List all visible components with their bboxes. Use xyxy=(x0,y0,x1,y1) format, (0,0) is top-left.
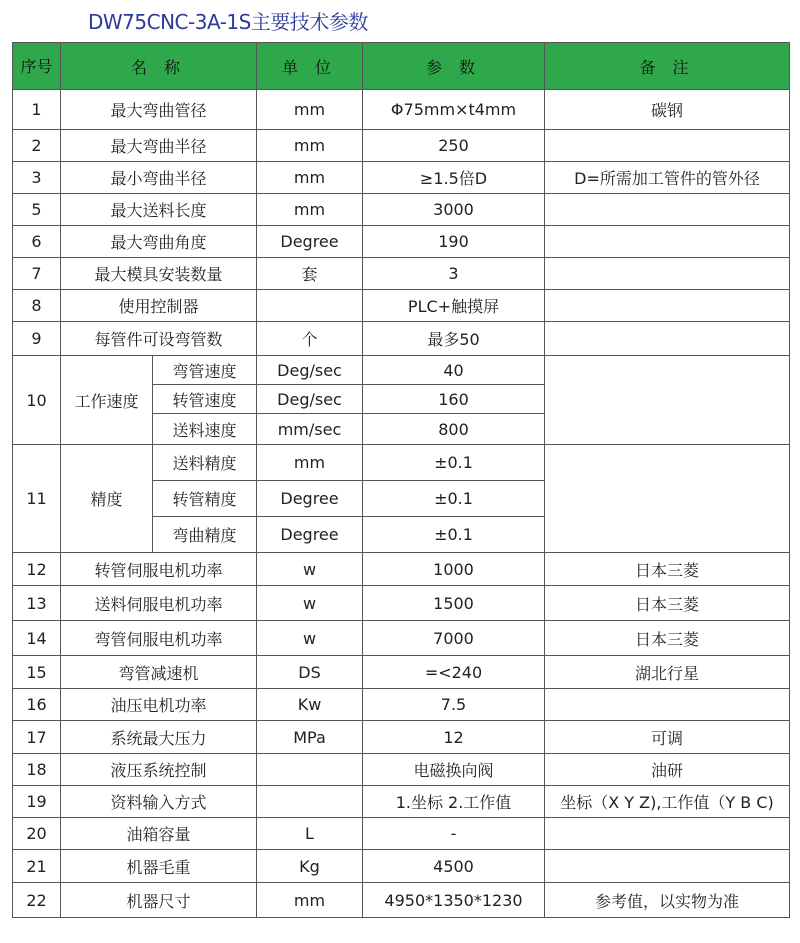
name-cell: 油箱容量 xyxy=(61,818,257,850)
name-cell: 转管伺服电机功率 xyxy=(61,553,257,586)
seq-cell: 10 xyxy=(13,356,61,445)
name-cell: 送料伺服电机功率 xyxy=(61,586,257,621)
seq-cell: 19 xyxy=(13,786,61,818)
seq-cell: 13 xyxy=(13,586,61,621)
table-row xyxy=(13,445,790,481)
header-seq: 序号 xyxy=(13,43,61,90)
unit-cell: L xyxy=(257,818,363,850)
unit-cell: mm/sec xyxy=(257,414,363,445)
header-name: 名 称 xyxy=(61,43,257,90)
name-cell: 机器尺寸 xyxy=(61,883,257,918)
table-row xyxy=(13,226,790,258)
document-title: DW75CNC-3A-1S主要技术参数 xyxy=(88,10,368,34)
param-cell: Φ75mm×t4mm xyxy=(363,90,545,130)
table-row xyxy=(13,322,790,356)
unit-cell: mm xyxy=(257,445,363,481)
unit-cell: Degree xyxy=(257,226,363,258)
header-param: 参 数 xyxy=(363,43,545,90)
seq-cell: 17 xyxy=(13,721,61,754)
table-row xyxy=(13,721,790,754)
note-cell: 油研 xyxy=(545,754,790,786)
note-cell xyxy=(545,258,790,290)
table-header-row xyxy=(13,43,790,90)
sub-name-cell: 送料速度 xyxy=(153,414,257,445)
param-cell: 7.5 xyxy=(363,689,545,721)
param-cell: =<240 xyxy=(363,656,545,689)
header-unit: 单 位 xyxy=(257,43,363,90)
name-cell: 最大模具安装数量 xyxy=(61,258,257,290)
name-cell: 最大弯曲角度 xyxy=(61,226,257,258)
unit-cell: mm xyxy=(257,130,363,162)
unit-cell: w xyxy=(257,621,363,656)
seq-cell: 11 xyxy=(13,445,61,553)
table-row xyxy=(13,553,790,586)
name-cell: 机器毛重 xyxy=(61,850,257,883)
param-cell: 1500 xyxy=(363,586,545,621)
unit-cell xyxy=(257,754,363,786)
group-name-cell: 工作速度 xyxy=(61,356,153,445)
table-row xyxy=(13,356,790,385)
param-cell: ±0.1 xyxy=(363,481,545,517)
seq-cell: 9 xyxy=(13,322,61,356)
name-cell: 最大弯曲管径 xyxy=(61,90,257,130)
note-cell xyxy=(545,226,790,258)
sub-name-cell: 转管速度 xyxy=(153,385,257,414)
param-cell: 1.坐标 2.工作值 xyxy=(363,786,545,818)
seq-cell: 20 xyxy=(13,818,61,850)
name-cell: 资料输入方式 xyxy=(61,786,257,818)
name-cell: 液压系统控制 xyxy=(61,754,257,786)
seq-cell: 14 xyxy=(13,621,61,656)
seq-cell: 16 xyxy=(13,689,61,721)
table-row xyxy=(13,689,790,721)
seq-cell: 18 xyxy=(13,754,61,786)
seq-cell: 15 xyxy=(13,656,61,689)
unit-cell xyxy=(257,786,363,818)
name-cell: 最大弯曲半径 xyxy=(61,130,257,162)
note-cell xyxy=(545,290,790,322)
table-row xyxy=(13,883,790,918)
note-cell xyxy=(545,356,790,445)
seq-cell: 21 xyxy=(13,850,61,883)
seq-cell: 22 xyxy=(13,883,61,918)
table-row xyxy=(13,162,790,194)
table-row xyxy=(13,258,790,290)
param-cell: 160 xyxy=(363,385,545,414)
unit-cell: mm xyxy=(257,883,363,918)
param-cell: 4950*1350*1230 xyxy=(363,883,545,918)
unit-cell: Kg xyxy=(257,850,363,883)
param-cell: 最多50 xyxy=(363,322,545,356)
unit-cell: Deg/sec xyxy=(257,356,363,385)
sub-name-cell: 转管精度 xyxy=(153,481,257,517)
note-cell: 日本三菱 xyxy=(545,586,790,621)
table-row xyxy=(13,850,790,883)
param-cell: 800 xyxy=(363,414,545,445)
unit-cell: Degree xyxy=(257,481,363,517)
unit-cell: w xyxy=(257,586,363,621)
param-cell: 190 xyxy=(363,226,545,258)
note-cell: 参考值，以实物为准 xyxy=(545,883,790,918)
table-row xyxy=(13,90,790,130)
param-cell: 12 xyxy=(363,721,545,754)
name-cell: 每管件可设弯管数 xyxy=(61,322,257,356)
table-row xyxy=(13,194,790,226)
note-cell: 日本三菱 xyxy=(545,621,790,656)
param-cell: 250 xyxy=(363,130,545,162)
param-cell: ≥1.5倍D xyxy=(363,162,545,194)
seq-cell: 8 xyxy=(13,290,61,322)
unit-cell: mm xyxy=(257,194,363,226)
note-cell xyxy=(545,689,790,721)
param-cell: PLC+触摸屏 xyxy=(363,290,545,322)
table-row xyxy=(13,586,790,621)
param-cell: 40 xyxy=(363,356,545,385)
seq-cell: 3 xyxy=(13,162,61,194)
param-cell: 1000 xyxy=(363,553,545,586)
seq-cell: 2 xyxy=(13,130,61,162)
param-cell: - xyxy=(363,818,545,850)
name-cell: 最大送料长度 xyxy=(61,194,257,226)
note-cell xyxy=(545,445,790,553)
name-cell: 系统最大压力 xyxy=(61,721,257,754)
note-cell xyxy=(545,194,790,226)
unit-cell: DS xyxy=(257,656,363,689)
param-cell: 7000 xyxy=(363,621,545,656)
table-row xyxy=(13,818,790,850)
unit-cell: 套 xyxy=(257,258,363,290)
seq-cell: 5 xyxy=(13,194,61,226)
name-cell: 油压电机功率 xyxy=(61,689,257,721)
table-row xyxy=(13,754,790,786)
note-cell: D=所需加工管件的管外径 xyxy=(545,162,790,194)
param-cell: 4500 xyxy=(363,850,545,883)
unit-cell: mm xyxy=(257,90,363,130)
unit-cell: mm xyxy=(257,162,363,194)
unit-cell: MPa xyxy=(257,721,363,754)
note-cell: 碳钢 xyxy=(545,90,790,130)
table-row xyxy=(13,656,790,689)
unit-cell: Kw xyxy=(257,689,363,721)
note-cell xyxy=(545,130,790,162)
table-row xyxy=(13,621,790,656)
unit-cell: 个 xyxy=(257,322,363,356)
table-row xyxy=(13,290,790,322)
group-name-cell: 精度 xyxy=(61,445,153,553)
seq-cell: 12 xyxy=(13,553,61,586)
table-row xyxy=(13,786,790,818)
unit-cell: Degree xyxy=(257,517,363,553)
seq-cell: 6 xyxy=(13,226,61,258)
param-cell: ±0.1 xyxy=(363,517,545,553)
unit-cell: w xyxy=(257,553,363,586)
seq-cell: 7 xyxy=(13,258,61,290)
note-cell: 日本三菱 xyxy=(545,553,790,586)
unit-cell: Deg/sec xyxy=(257,385,363,414)
sub-name-cell: 送料精度 xyxy=(153,445,257,481)
note-cell: 湖北行星 xyxy=(545,656,790,689)
sub-name-cell: 弯管速度 xyxy=(153,356,257,385)
note-cell: 坐标（X Y Z),工作值（Y B C) xyxy=(545,786,790,818)
param-cell: 3 xyxy=(363,258,545,290)
header-note: 备 注 xyxy=(545,43,790,90)
note-cell xyxy=(545,850,790,883)
param-cell: 电磁换向阀 xyxy=(363,754,545,786)
name-cell: 弯管减速机 xyxy=(61,656,257,689)
spec-table xyxy=(12,42,790,918)
note-cell xyxy=(545,322,790,356)
name-cell: 弯管伺服电机功率 xyxy=(61,621,257,656)
param-cell: 3000 xyxy=(363,194,545,226)
table-row xyxy=(13,130,790,162)
param-cell: ±0.1 xyxy=(363,445,545,481)
note-cell xyxy=(545,818,790,850)
seq-cell: 1 xyxy=(13,90,61,130)
unit-cell xyxy=(257,290,363,322)
note-cell: 可调 xyxy=(545,721,790,754)
name-cell: 最小弯曲半径 xyxy=(61,162,257,194)
name-cell: 使用控制器 xyxy=(61,290,257,322)
sub-name-cell: 弯曲精度 xyxy=(153,517,257,553)
